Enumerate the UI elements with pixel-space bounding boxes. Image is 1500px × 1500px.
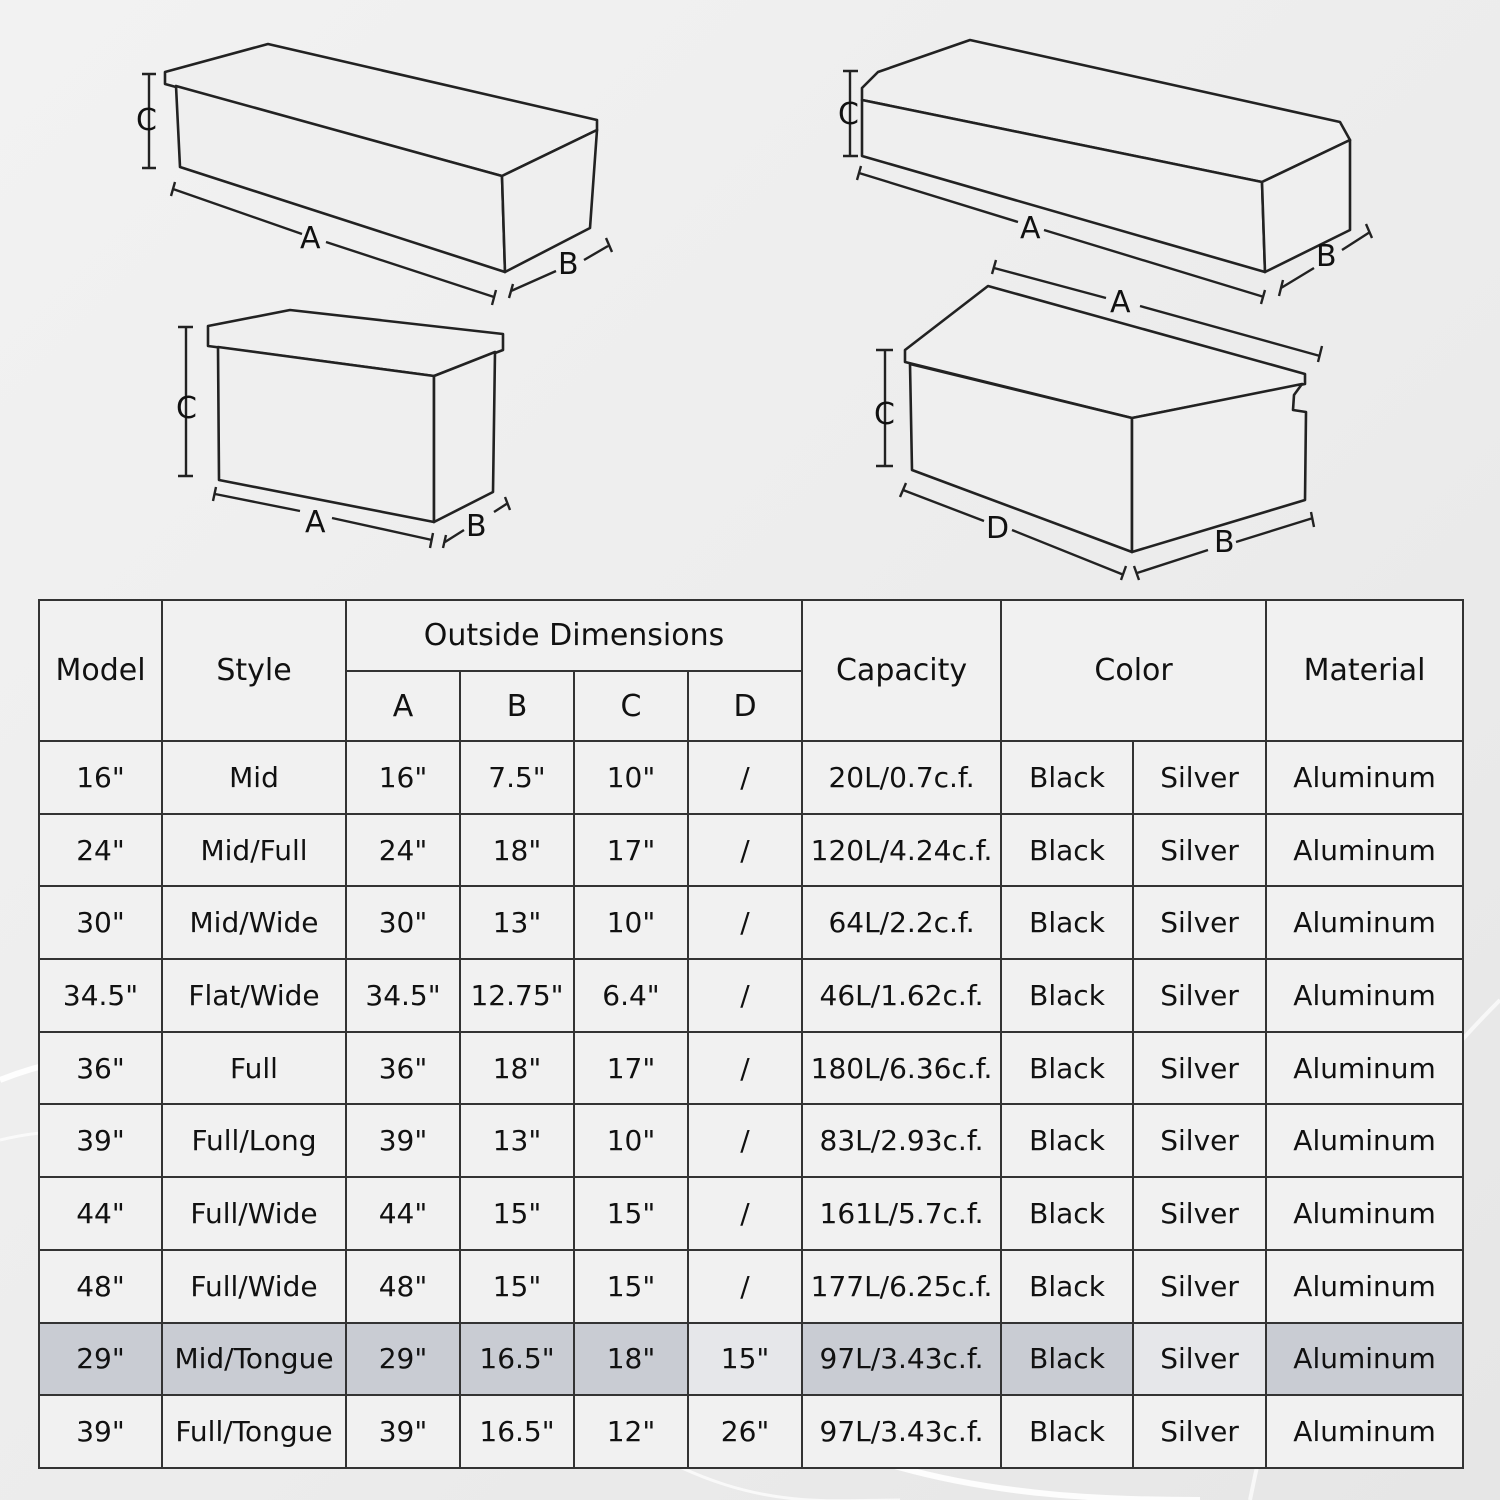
- cell-color2: Silver: [1133, 814, 1266, 887]
- toolbox-dimension-diagram: [0, 0, 1500, 590]
- box-diagram-3: [838, 40, 1372, 304]
- cell-a: 34.5": [346, 959, 460, 1032]
- cell-capacity: 177L/6.25c.f.: [802, 1250, 1001, 1323]
- cell-model: 34.5": [39, 959, 162, 1032]
- cell-b: 13": [460, 886, 574, 959]
- cell-c: 15": [574, 1250, 688, 1323]
- cell-c: 10": [574, 741, 688, 814]
- header-model: Model: [39, 600, 162, 741]
- cell-color1: Black: [1001, 1104, 1133, 1177]
- cell-color2: Silver: [1133, 741, 1266, 814]
- cell-c: 10": [574, 1104, 688, 1177]
- cell-capacity: 20L/0.7c.f.: [802, 741, 1001, 814]
- cell-model: 39": [39, 1104, 162, 1177]
- cell-model: 39": [39, 1395, 162, 1468]
- cell-b: 13": [460, 1104, 574, 1177]
- box4-label-a: A: [1110, 285, 1131, 320]
- box2-label-c: C: [176, 391, 197, 426]
- cell-color1: Black: [1001, 1323, 1133, 1396]
- cell-style: Full/Wide: [162, 1177, 346, 1250]
- table-row: [39, 1104, 1463, 1177]
- spec-table-body: [39, 741, 1463, 1468]
- header-outside-dimensions: Outside Dimensions: [346, 600, 802, 671]
- table-row: [39, 1250, 1463, 1323]
- cell-color2: Silver: [1133, 1250, 1266, 1323]
- cell-capacity: 180L/6.36c.f.: [802, 1032, 1001, 1105]
- cell-style: Full/Long: [162, 1104, 346, 1177]
- box2-label-a: A: [305, 505, 326, 540]
- cell-c: 10": [574, 886, 688, 959]
- box-diagram-1: [136, 44, 612, 305]
- table-row: [39, 959, 1463, 1032]
- cell-material: Aluminum: [1266, 1032, 1463, 1105]
- header-dim-b: B: [460, 671, 574, 741]
- cell-color2: Silver: [1133, 1323, 1266, 1396]
- cell-model: 16": [39, 741, 162, 814]
- cell-d: /: [688, 959, 802, 1032]
- cell-a: 16": [346, 741, 460, 814]
- cell-color1: Black: [1001, 814, 1133, 887]
- cell-capacity: 64L/2.2c.f.: [802, 886, 1001, 959]
- cell-material: Aluminum: [1266, 1323, 1463, 1396]
- cell-b: 16.5": [460, 1323, 574, 1396]
- cell-c: 17": [574, 1032, 688, 1105]
- cell-c: 12": [574, 1395, 688, 1468]
- box-diagram-2: [176, 310, 510, 548]
- cell-a: 36": [346, 1032, 460, 1105]
- cell-d: /: [688, 1177, 802, 1250]
- box-diagram-4: [874, 260, 1322, 580]
- cell-model: 36": [39, 1032, 162, 1105]
- cell-model: 44": [39, 1177, 162, 1250]
- header-dim-a: A: [346, 671, 460, 741]
- table-row: [39, 1032, 1463, 1105]
- cell-color1: Black: [1001, 1177, 1133, 1250]
- cell-a: 24": [346, 814, 460, 887]
- cell-material: Aluminum: [1266, 959, 1463, 1032]
- cell-model: 24": [39, 814, 162, 887]
- cell-capacity: 120L/4.24c.f.: [802, 814, 1001, 887]
- table-row: [39, 1323, 1463, 1396]
- cell-a: 30": [346, 886, 460, 959]
- box3-label-b: B: [1316, 239, 1337, 274]
- cell-a: 44": [346, 1177, 460, 1250]
- cell-style: Full: [162, 1032, 346, 1105]
- box4-label-c: C: [874, 397, 895, 432]
- cell-style: Full/Wide: [162, 1250, 346, 1323]
- cell-b: 15": [460, 1177, 574, 1250]
- cell-capacity: 97L/3.43c.f.: [802, 1395, 1001, 1468]
- cell-color2: Silver: [1133, 886, 1266, 959]
- cell-capacity: 83L/2.93c.f.: [802, 1104, 1001, 1177]
- cell-color1: Black: [1001, 1250, 1133, 1323]
- header-material: Material: [1266, 600, 1463, 741]
- box4-label-b: B: [1214, 525, 1235, 560]
- header-color: Color: [1001, 600, 1266, 741]
- box2-label-b: B: [466, 509, 487, 544]
- box1-label-a: A: [300, 221, 321, 256]
- cell-color1: Black: [1001, 886, 1133, 959]
- header-dim-c: C: [574, 671, 688, 741]
- cell-capacity: 46L/1.62c.f.: [802, 959, 1001, 1032]
- cell-d: /: [688, 814, 802, 887]
- cell-a: 39": [346, 1395, 460, 1468]
- cell-d: /: [688, 886, 802, 959]
- table-row: [39, 814, 1463, 887]
- cell-material: Aluminum: [1266, 1250, 1463, 1323]
- cell-material: Aluminum: [1266, 741, 1463, 814]
- cell-color2: Silver: [1133, 1395, 1266, 1468]
- cell-color2: Silver: [1133, 1032, 1266, 1105]
- table-row: [39, 741, 1463, 814]
- cell-style: Full/Tongue: [162, 1395, 346, 1468]
- cell-color2: Silver: [1133, 1177, 1266, 1250]
- box4-label-d: D: [986, 511, 1010, 546]
- table-row: [39, 886, 1463, 959]
- cell-c: 17": [574, 814, 688, 887]
- cell-d: /: [688, 1104, 802, 1177]
- cell-capacity: 97L/3.43c.f.: [802, 1323, 1001, 1396]
- cell-b: 18": [460, 1032, 574, 1105]
- cell-style: Mid/Full: [162, 814, 346, 887]
- cell-c: 6.4": [574, 959, 688, 1032]
- cell-a: 39": [346, 1104, 460, 1177]
- header-capacity: Capacity: [802, 600, 1001, 741]
- cell-d: /: [688, 1032, 802, 1105]
- table-row: [39, 1395, 1463, 1468]
- cell-d: /: [688, 1250, 802, 1323]
- cell-material: Aluminum: [1266, 1177, 1463, 1250]
- cell-material: Aluminum: [1266, 1395, 1463, 1468]
- cell-style: Mid/Wide: [162, 886, 346, 959]
- header-style: Style: [162, 600, 346, 741]
- cell-capacity: 161L/5.7c.f.: [802, 1177, 1001, 1250]
- cell-color1: Black: [1001, 1032, 1133, 1105]
- cell-b: 15": [460, 1250, 574, 1323]
- box1-label-c: C: [136, 103, 157, 138]
- cell-model: 48": [39, 1250, 162, 1323]
- box3-label-c: C: [838, 97, 859, 132]
- cell-d: /: [688, 741, 802, 814]
- cell-style: Flat/Wide: [162, 959, 346, 1032]
- cell-color1: Black: [1001, 741, 1133, 814]
- box3-label-a: A: [1020, 211, 1041, 246]
- cell-b: 7.5": [460, 741, 574, 814]
- cell-material: Aluminum: [1266, 814, 1463, 887]
- cell-color2: Silver: [1133, 1104, 1266, 1177]
- cell-d: 15": [688, 1323, 802, 1396]
- cell-material: Aluminum: [1266, 886, 1463, 959]
- cell-material: Aluminum: [1266, 1104, 1463, 1177]
- cell-a: 29": [346, 1323, 460, 1396]
- cell-color2: Silver: [1133, 959, 1266, 1032]
- table-row: [39, 1177, 1463, 1250]
- cell-style: Mid: [162, 741, 346, 814]
- cell-d: 26": [688, 1395, 802, 1468]
- box1-label-b: B: [558, 247, 579, 282]
- cell-model: 30": [39, 886, 162, 959]
- cell-color1: Black: [1001, 1395, 1133, 1468]
- cell-a: 48": [346, 1250, 460, 1323]
- cell-b: 16.5": [460, 1395, 574, 1468]
- header-dim-d: D: [688, 671, 802, 741]
- cell-style: Mid/Tongue: [162, 1323, 346, 1396]
- cell-c: 18": [574, 1323, 688, 1396]
- cell-b: 18": [460, 814, 574, 887]
- cell-model: 29": [39, 1323, 162, 1396]
- spec-table: [38, 599, 1464, 1469]
- cell-color1: Black: [1001, 959, 1133, 1032]
- cell-b: 12.75": [460, 959, 574, 1032]
- cell-c: 15": [574, 1177, 688, 1250]
